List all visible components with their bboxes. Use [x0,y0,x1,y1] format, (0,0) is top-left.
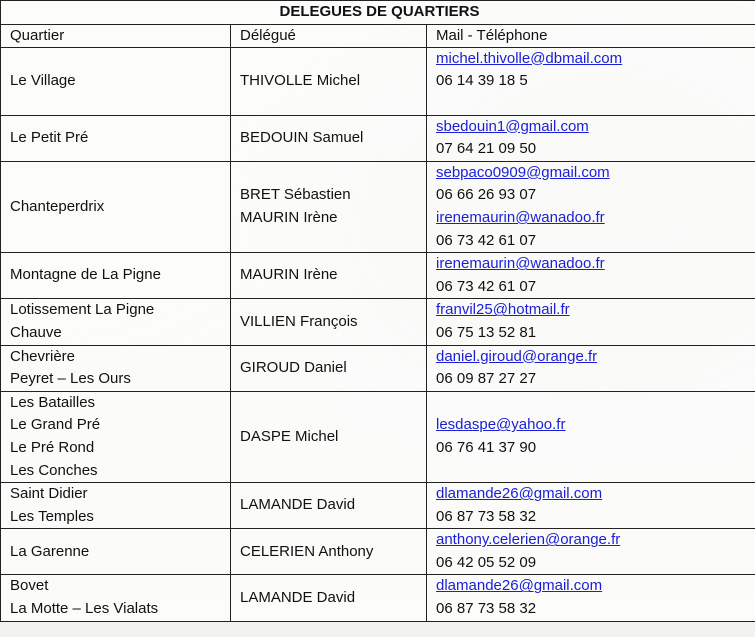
email-link[interactable]: dlamande26@gmail.com [436,577,603,595]
table-row [1,483,755,529]
table-row [1,299,755,345]
quartier-name: Bovet [10,577,49,595]
phone-number: 07 64 21 09 50 [436,140,537,158]
delegue-cell [231,253,427,299]
delegue-name: MAURIN Irène [240,208,338,226]
table-row [1,575,755,621]
delegue-cell [231,115,427,161]
delegue-cell [231,47,427,115]
email-link[interactable]: sbedouin1@gmail.com [436,117,589,135]
quartier-name: La Motte – Les Vialats [10,600,159,618]
quartier-cell [1,253,231,299]
table-title: DELEGUES DE QUARTIERS [1,1,755,25]
email-link[interactable]: lesdaspe@yahoo.fr [436,416,566,434]
contact-cell [427,161,755,252]
header-contact: Mail - Téléphone [427,24,755,47]
contact-cell [427,483,755,529]
phone-number: 06 87 73 58 32 [436,600,537,618]
delegue-name: MAURIN Irène [240,266,338,284]
delegue-cell [231,529,427,575]
quartier-name: Peyret – Les Ours [10,370,131,388]
email-link[interactable]: sebpaco0909@gmail.com [436,163,610,181]
quartier-name: Chevrière [10,347,76,365]
email-link[interactable]: franvil25@hotmail.fr [436,301,570,319]
table-row [1,47,755,115]
phone-number: 06 73 42 61 07 [436,231,537,249]
quartier-name: Chanteperdrix [10,197,105,215]
delegue-name: CELERIEN Anthony [240,542,374,560]
phone-number: 06 73 42 61 07 [436,277,537,295]
contact-cell [427,115,755,161]
table-row [1,345,755,391]
table-row [1,253,755,299]
contact-cell [427,253,755,299]
delegue-name: THIVOLLE Michel [240,71,361,89]
quartier-name: Chauve [10,323,62,341]
quartier-name: Le Petit Pré [10,128,89,146]
delegue-name: DASPE Michel [240,427,339,445]
quartier-name: Les Temples [10,507,94,525]
quartier-name: Saint Didier [10,485,88,503]
table-row [1,529,755,575]
quartier-cell [1,161,231,252]
email-link[interactable]: irenemaurin@wanadoo.fr [436,208,605,226]
quartier-name: Les Batailles [10,393,96,411]
table-body [1,47,755,621]
email-link[interactable]: anthony.celerien@orange.fr [436,531,621,549]
delegue-cell [231,483,427,529]
quartier-name: Les Conches [10,461,98,479]
email-link[interactable]: dlamande26@gmail.com [436,485,603,503]
contact-cell [427,47,755,115]
quartier-cell [1,575,231,621]
header-quartier: Quartier [1,24,231,47]
table-row [1,115,755,161]
contact-cell [427,575,755,621]
contact-cell [427,345,755,391]
quartier-name: Le Pré Rond [10,438,95,456]
contact-cell [427,391,755,482]
delegue-name: VILLIEN François [240,312,358,330]
phone-number: 06 09 87 27 27 [436,370,537,388]
quartier-name: Montagne de La Pigne [10,266,161,284]
delegue-cell [231,345,427,391]
delegue-cell [231,575,427,621]
quartier-name: Le Grand Pré [10,416,101,434]
quartier-cell [1,345,231,391]
quartier-cell [1,115,231,161]
email-link[interactable]: michel.thivolle@dbmail.com [436,49,623,67]
delegue-name: GIROUD Daniel [240,358,347,376]
phone-number: 06 76 41 37 90 [436,438,537,456]
phone-number: 06 42 05 52 09 [436,553,537,571]
phone-number: 06 66 26 93 07 [436,186,537,204]
quartier-cell [1,529,231,575]
delegue-name: LAMANDE David [240,496,356,514]
phone-number: 06 14 39 18 5 [436,72,528,90]
delegue-name: LAMANDE David [240,588,356,606]
header-delegue: Délégué [231,24,427,47]
quartier-cell [1,483,231,529]
delegue-cell [231,161,427,252]
quartier-cell [1,47,231,115]
quartier-name: Lotissement La Pigne [10,301,155,319]
table-row [1,391,755,482]
quartier-name: Le Village [10,71,76,89]
quartier-cell [1,299,231,345]
quartier-cell [1,391,231,482]
contact-cell [427,299,755,345]
table-row [1,161,755,252]
delegue-name: BRET Sébastien [240,186,351,204]
contact-cell [427,529,755,575]
delegue-cell [231,299,427,345]
phone-number: 06 87 73 58 32 [436,507,537,525]
email-link[interactable]: daniel.giroud@orange.fr [436,347,598,365]
delegue-name: BEDOUIN Samuel [240,128,364,146]
delegue-cell [231,391,427,482]
email-link[interactable]: irenemaurin@wanadoo.fr [436,255,605,273]
quartier-name: La Garenne [10,542,90,560]
phone-number: 06 75 13 52 81 [436,323,537,341]
